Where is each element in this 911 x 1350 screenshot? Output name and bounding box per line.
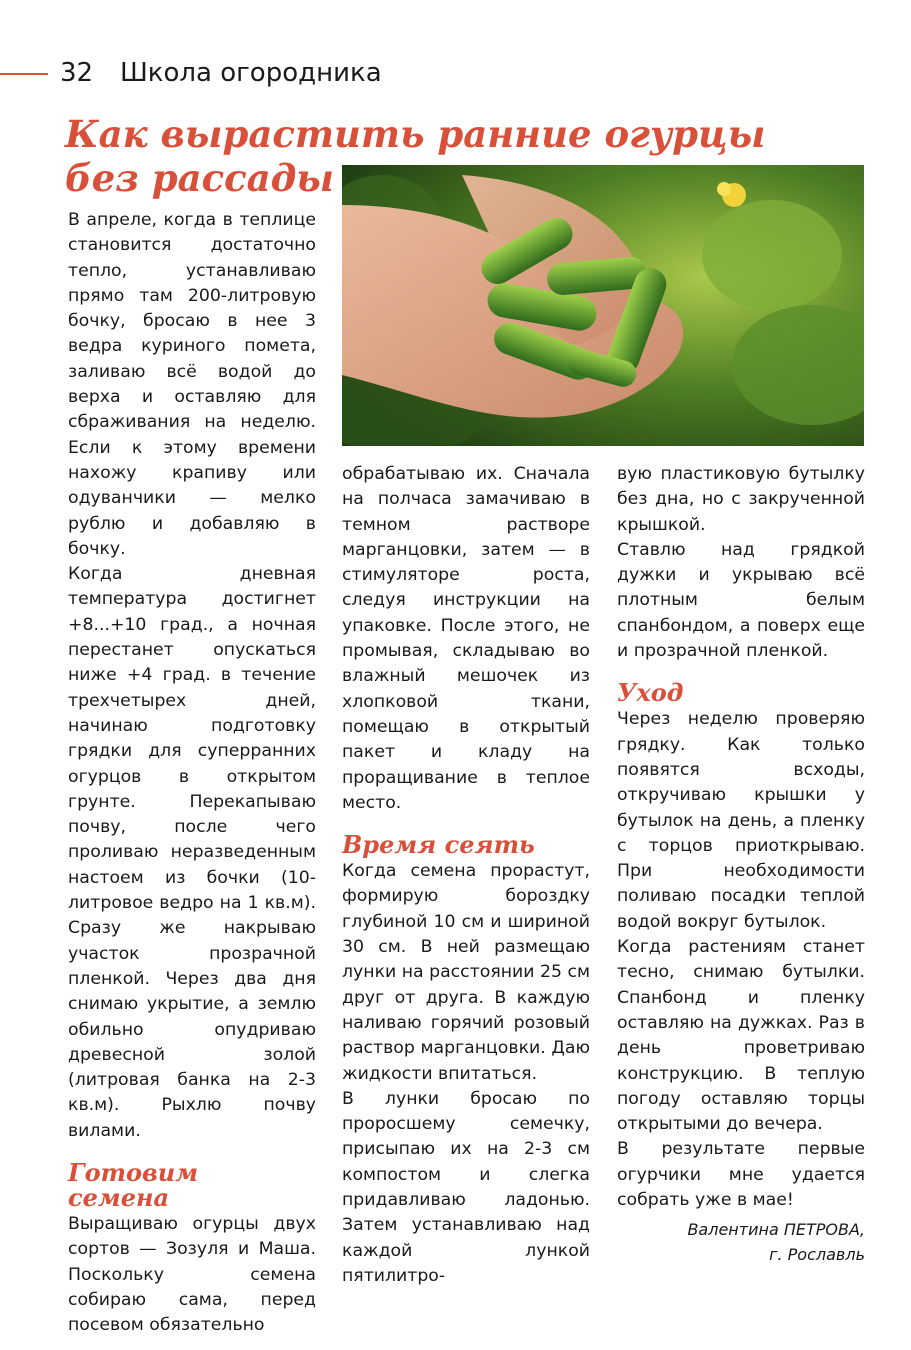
- paragraph: Через неделю проверяю грядку. Как только появятся всходы, откручиваю крышки у бутылок на день, а пленку с торцов приоткрываю. При необходимости поливаю посадки теплой водой вокруг бутылок.: [617, 709, 865, 932]
- cucumbers-photo: [342, 165, 864, 446]
- paragraph: Ставлю над грядкой дужки и укрываю всё плотным белым спанбондом, а поверх еще и прозрачной пленкой.: [617, 539, 865, 662]
- paragraph: В лунки бросаю по проросшему семечку, присыпаю их на 2-3 см компостом и слегка придавливаю ладонью. Затем устанавливаю над каждой лункой пятилитро-: [342, 1088, 590, 1286]
- paragraph: В результате первые огурчики мне удается собрать уже в мае!: [617, 1139, 865, 1211]
- paragraph: Когда семена прорастут, формирую бороздку глубиной 10 см и шириной 30 см. В ней размещаю лунки на расстоянии 25 см друг от друга. В каждую наливаю горячий розовый раствор марганцовки. Даю жидкости впитаться.: [342, 861, 590, 1084]
- paragraph: вую пластиковую бутылку без дна, но с закрученной крышкой.: [617, 464, 865, 535]
- paragraph: Когда дневная температура достигнет +8...+10 град., а ночная перестанет опускаться ниже +4 град. в течение трехчетырех дней, начинаю подготовку грядки для суперранних огурцов в открытом грунте. Перекапываю почву, после чего проливаю неразведенным настоем из бочки (10-литровое ведро на 1 кв.м). Сразу же накрываю участок прозрачной пленкой. Через два дня снимаю укрытие, а землю обильно опудриваю древесной золой (литровая банка на 2-3 кв.м). Рыхлю почву вилами.: [68, 564, 316, 1141]
- author-city: г. Рославль: [769, 1245, 865, 1265]
- page-number: 32: [60, 58, 94, 88]
- author-signature: [617, 1217, 865, 1267]
- paragraph: обрабатываю их. Сначала на полчаса замачиваю в темном растворе марганцовки, затем — в стимуляторе роста, следуя инструкции на упаковке. После этого, не промывая, складываю во влажный мешочек из хлопковой ткани, помещаю в открытый пакет и кладу на проращивание в теплое место.: [342, 464, 590, 813]
- column-3: [617, 462, 865, 1267]
- article-title-line1: Как вырастить ранние огурцы: [65, 112, 766, 156]
- paragraph: В апреле, когда в теплице становится достаточно тепло, устанавливаю прямо там 200-литровую бочку, бросаю в нее 3 ведра куриного помета, заливаю всё водой до верха и оставляю для сбраживания на неделю. Если к этому времени нахожу крапиву или одуванчики — мелко рублю и добавляю в бочку.: [68, 210, 316, 559]
- header-rule: [0, 73, 48, 75]
- section-name: Школа огородника: [120, 58, 382, 88]
- column-1: [68, 208, 316, 1338]
- subheading-care: Уход: [617, 678, 684, 708]
- column-2: [342, 462, 590, 1289]
- article-title-line2: без рассады: [65, 156, 335, 200]
- subheading-sowing-time: Время сеять: [342, 830, 535, 860]
- author-name: Валентина ПЕТРОВА,: [687, 1220, 865, 1240]
- paragraph: Выращиваю огурцы двух сортов — Зозуля и Маша. Поскольку семена собираю сама, перед посевом обязательно: [68, 1213, 316, 1336]
- paragraph: Когда растениям станет тесно, снимаю бутылки. Спанбонд и пленку оставляю на дужках. Раз в день проветриваю конструкцию. В теплую погоду оставляю торцы открытыми до вечера.: [617, 937, 865, 1135]
- hands-holding-cucumbers-photo: [342, 165, 864, 446]
- subheading-prepare-seeds: Готовим семена: [68, 1157, 199, 1212]
